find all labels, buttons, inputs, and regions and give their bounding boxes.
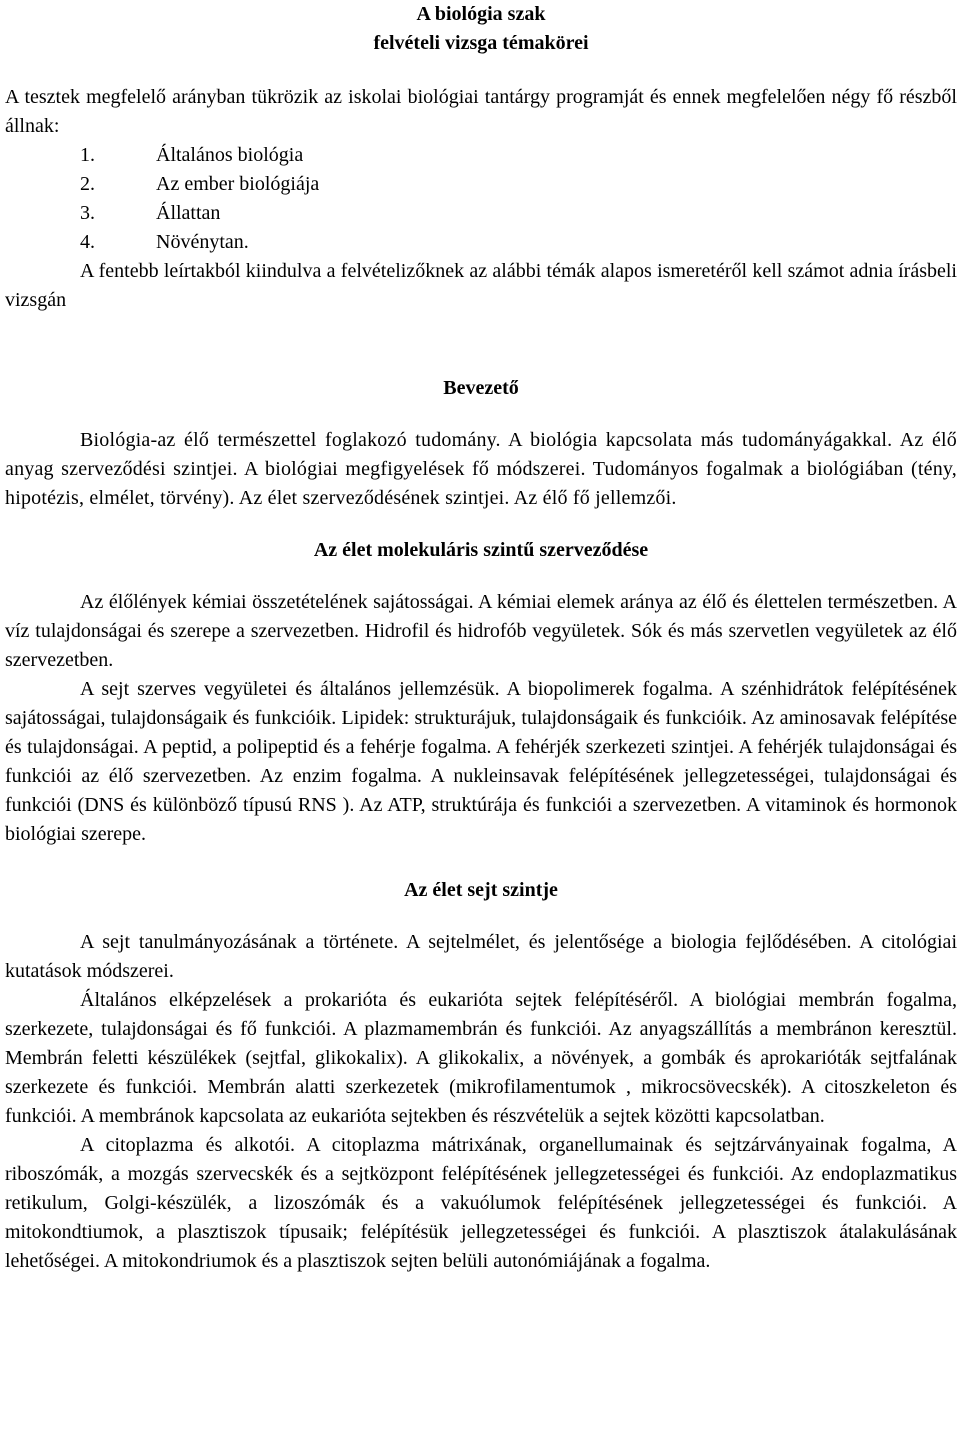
sejt-paragraph-3: A citoplazma és alkotói. A citoplazma mátrixának, organellumainak és sejtzárványainak fogalma, A riboszómák, a mozgás szervecskék és a sejtközpont felépítésének jellegzetességei és funkciói. Az endoplazmatikus retikulum, Golgi-készülék, a lizoszómák és a vakuólumok felépítésének jellegzetességei és funkciói. A mitokondtiumok, a plasztiszok típusaik; felépítésük jellegzetességei és funkciói. A plasztiszok átalakulásának lehetőségei. A mitokondriumok és a plasztiszok sejten belüli autonómiájának a fogalma. bbox=[5, 1134, 957, 1272]
document-title-line1: A biológia szak bbox=[416, 3, 546, 25]
list-item-number: 3. bbox=[80, 202, 95, 224]
list-item bbox=[5, 228, 957, 257]
intro-paragraph: A tesztek megfelelő arányban tükrözik az iskolai biológiai tantárgy programját és ennek megfelelően négy fő részből állnak: bbox=[5, 86, 957, 137]
document-page bbox=[5, 0, 957, 1276]
molekularis-paragraph-1: Az élőlények kémiai összetételének sajátosságai. A kémiai elemek aránya az élő és élettelen természetben. A víz tulajdonságai és szerepe a szervezetben. Hidrofil és hidrofób vegyületek. Sók és más szervetlen vegyületek az élő szervezetben. bbox=[5, 591, 957, 671]
list-item-number: 2. bbox=[80, 173, 95, 195]
list-item bbox=[5, 141, 957, 170]
section-heading-molekularis: Az élet molekuláris szintű szerveződése bbox=[313, 539, 649, 561]
list-item bbox=[5, 199, 957, 228]
molekularis-paragraph-2: A sejt szerves vegyületei és általános jellemzésük. A biopolimerek fogalma. A szénhidrátok felépítésének sajátosságai, tulajdonságaik és funkcióik. Lipidek: strukturájuk, tulajdonságaik és funkcióik. Az aminosavak felépítése és tulajdonságai. A peptid, a polipeptid és a fehérje fogalma. A fehérjék szerkezeti szintjei. A fehérjék tulajdonságai és funkciói az élő szervezetben. Az enzim fogalma. A nukleinsavak felépítésének jellegzetességei, tulajdonságai és funkciói (DNS és különböző típusú RNS ). Az ATP, struktúrája és funkciói a szervezetben. A vitaminok és hormonok biológiai szerepe. bbox=[5, 678, 957, 845]
bevezeto-paragraph: Biológia-az élő természettel foglakozó tudomány. A biológia kapcsolata más tudományágakkal. Az élő anyag szerveződési szintjei. A biológiai megfigyelések fő módszerei. Tudományos fogalmak a biológiában (tény, hipotézis, elmélet, törvény). Az élet szerveződésének szintjei. Az élő fő jellemzői. bbox=[5, 429, 957, 509]
section-heading-bevezeto: Bevezető bbox=[443, 377, 519, 399]
list-item-label: Állattan bbox=[156, 202, 221, 224]
list-item-label: Általános biológia bbox=[156, 144, 304, 166]
document-title-line2: felvételi vizsga témakörei bbox=[373, 32, 589, 54]
list-item-number: 4. bbox=[80, 231, 95, 253]
sejt-paragraph-2: Általános elképzelések a prokarióta és eukarióta sejtek felépítéséről. A biológiai membrán fogalma, szerkezete, tulajdonságai és fő funkciói. A plazmamembrán és funkciói. Az anyagszállítás a membránon keresztül. Membrán feletti készülékek (sejtfal, glikokalix). A glikokalix, a növények, a gombák és aprokarióták sejtfalának szerkezete és funkciói. Membrán alatti szerkezetek (mikrofilamentumok , mikrocsövecskék). A citoszkeleton és funkciói. A membránok kapcsolata az eukarióta sejtekben és részvételük a sejtek közötti kapcsolatban. bbox=[5, 989, 957, 1127]
list-item-label: Növénytan. bbox=[156, 231, 249, 253]
list-item bbox=[5, 170, 957, 199]
parts-list bbox=[5, 141, 957, 257]
list-item-label: Az ember biológiája bbox=[156, 173, 320, 195]
sejt-paragraph-1: A sejt tanulmányozásának a története. A sejtelmélet, és jelentősége a biologia fejlődésében. A citológiai kutatások módszerei. bbox=[5, 931, 957, 982]
section-heading-sejt: Az élet sejt szintje bbox=[404, 879, 558, 901]
intro-followup-paragraph: A fentebb leírtakból kiindulva a felvételizőknek az alábbi témák alapos ismeretéről kell számot adnia írásbeli vizsgán bbox=[5, 260, 957, 311]
list-item-number: 1. bbox=[80, 144, 95, 166]
